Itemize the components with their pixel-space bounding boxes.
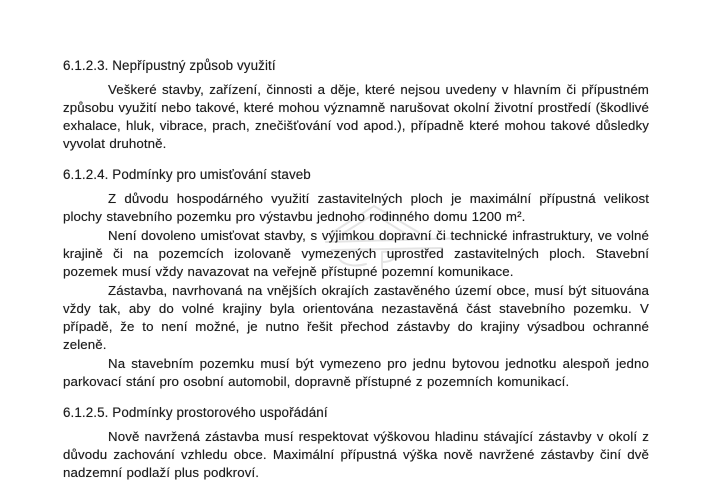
- paragraph: Z důvodu hospodárného využití zastavitelných ploch je maximální přípustná velikost plochy stavebního pozemku pro výstavbu jednoho rodinného domu 1200 m².: [63, 191, 649, 224]
- section-6-1-2-4: [63, 166, 649, 391]
- section-heading: 6.1.2.4. Podmínky pro umisťování staveb: [63, 167, 311, 182]
- paragraph: Zástavba, navrhovaná na vnějších okrajích zastavěného území obce, musí být situována vždy tak, aby do volné krajiny byla orientována nezastavěná část stavebního pozemku. V případě, že to není možné, je nutno řešit přechod zástavby do krajiny výsadbou ochranné zeleně.: [63, 283, 649, 352]
- paragraph: Nově navržená zástavba musí respektovat výškovou hladinu stávající zástavby v okolí z důvodu zachování vzhledu obce. Maximální přípustná výška nově navržené zástavby činí dvě nadzemní podlaží plus podkroví.: [63, 429, 649, 480]
- paragraph: Na stavebním pozemku musí být vymezeno pro jednu bytovou jednotku alespoň jedno parkovací stání pro osobní automobil, dopravně přístupné z pozemních komunikací.: [63, 356, 649, 389]
- section-6-1-2-3: [63, 57, 649, 153]
- section-heading: 6.1.2.5. Podmínky prostorového uspořádání: [63, 405, 328, 420]
- section-heading: 6.1.2.3. Nepřípustný způsob využití: [63, 58, 276, 73]
- paragraph: Veškeré stavby, zařízení, činnosti a děje, které nejsou uvedeny v hlavním či přípustném způsobu využití nebo takové, které mohou významně narušovat okolní životní prostředí (škodlivé exhalace, hluk, vibrace, prach, znečišťování vod apod.), případně které mohou takové důsledky vyvolat druhotně.: [63, 82, 649, 151]
- paragraph: Není dovoleno umisťovat stavby, s výjimkou dopravní či technické infrastruktury, ve volné krajině či na pozemcích izolovaně vymezených uprostřed zastavitelných ploch. Stavební pozemek musí vždy navazovat na veřejně přístupné pozemní komunikace.: [63, 228, 649, 279]
- section-6-1-2-5: [63, 404, 649, 482]
- document-text-area: [63, 57, 649, 483]
